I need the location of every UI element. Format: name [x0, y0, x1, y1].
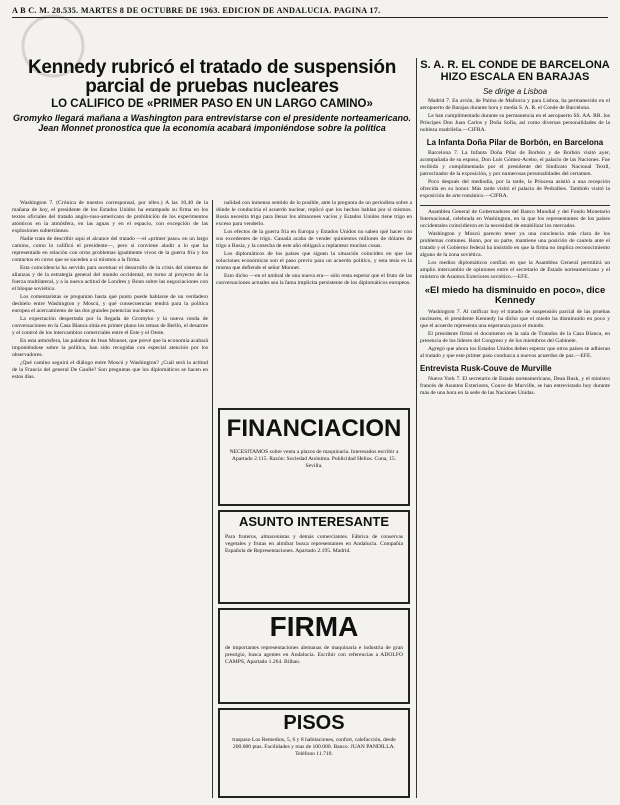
- section-divider: [420, 205, 610, 206]
- article-paragraph: Nadie trata de describir aquí el alcance del tratado —el «primer paso» en un largo camino, como lo calificó el presidente—, pero si conviene aludir a lo que ha representado en relación con otros problemas igualmente vivos de la guerra fría y los contactos en curso que se suceden a sí mismos a la firma.: [12, 236, 208, 263]
- right-headline-conde: S. A. R. EL CONDE DE BARCELONA HIZO ESCALA EN BARAJAS: [420, 59, 610, 83]
- ad-title: PISOS: [283, 712, 345, 734]
- article-paragraph: Esto dicho —en el umbral de una nueva era— sólo resta esperar que el fruto de las conversaciones actuales sea la fama implícita persistente de los diplomáticos europeos.: [216, 273, 412, 286]
- article-paragraph: Nueva York 7. El secretario de Estado norteamericano, Dean Rusk, y el ministro francés de Asuntos Exteriores, Couve de Murville, se han entrevistado hoy durante más de una hora en la sede de las Naciones Unidas.: [420, 376, 610, 397]
- article-paragraph: Barcelona 7. La Infanta Doña Pilar de Borbón y de Borbón visitó ayer, acompañada de su esposo, Don Luis Gómez-Acebo, el palacio de las Naciones. Fue recibida y cumplimentada por el presidente del Sindicato Nacional Textil, patrocinador de la exposición, y por numerosas personalidades del certamen.: [420, 150, 610, 178]
- article-column-2: [216, 200, 412, 400]
- article-column-1: [12, 200, 208, 798]
- article-paragraph: Asamblea General de Gobernadores del Banco Mundial y del Fondo Monetario Internacional, celebrada en Washington, en la que los representantes de los países occidentales coincidieron en la necesidad de estabilizar los mercados.: [420, 209, 610, 230]
- right-subhead-lisboa: Se dirige a Lisboa: [482, 87, 548, 97]
- right-column: [420, 58, 610, 798]
- article-paragraph: Washington y Moscú parecen tener ya una conciencia más clara de los problemas comunes. Bonn, por su parte, mantiene una posición de cautela ante el tratado y el Gobierno federal ha insistido en que la firma no implica reconocimiento alguno de la zona soviética.: [420, 231, 610, 259]
- article-paragraph: Madrid 7. En avión, de Palma de Mallorca y para Lisboa, ha permanecido en el aeropuerto de Barajas durante hora y media S. A. R. el Conde de Barcelona.: [420, 98, 610, 112]
- article-paragraph: En esta atmósfera, las palabras de Jean Monnet, que prevé que la economía acabará imponiéndose sobre la política, han sido recogidas con especial atención por los observadores.: [12, 338, 208, 358]
- article-paragraph: Los medios diplomáticos confían en que la Asamblea General permitirá un amplio intercambio de opiniones entre el secretario de Estado norteamericano y el ministro de Asuntos Exteriores soviético.—EFE.: [420, 260, 610, 281]
- main-subtitle: LO CALIFICO DE «PRIMER PASO EN UN LARGO CAMINO»: [51, 98, 373, 110]
- ad-financiacion: [218, 408, 410, 506]
- article-paragraph: Los efectos de la guerra fría en Europa y Estados Unidos no saben qué hacer con sus excedentes de trigo. Canadá acaba de vender quinientos millones de dólares de trigo a Rusia, y la cosecha de este año obligará a replantear muchas cosas.: [216, 229, 412, 249]
- right-text-kennedy: [420, 309, 610, 361]
- ad-pisos: [218, 708, 410, 798]
- main-headline-block: [12, 58, 412, 133]
- ad-title: FINANCIACION: [226, 415, 402, 442]
- right-text-conde: [420, 98, 610, 135]
- ad-firma: [218, 608, 410, 704]
- article-paragraph: Le han cumplimentado durante su permanencia en el aeropuerto SS. AA. RR. los Príncipes Don Juan Carlos y Doña Sofía, así como diversas personalidades de la nobleza madrileña.—CIFRA.: [420, 113, 610, 134]
- article-paragraph: Los diplomáticos de los países que siguen la situación coinciden en que las soluciones económicas son el paso previo para un acuerdo político, y esta tesis es la misma que defiende el señor Monnet.: [216, 251, 412, 271]
- article-paragraph: Esta coincidencia ha servido para acentuar el desarrollo de la crisis del sistema de alianzas y de la estrategia general del mundo occidental, en torno al proyecto de la fuerza multilateral, y a la nueva actitud de Londres y Bonn sobre las negociaciones con el bloque soviético.: [12, 265, 208, 292]
- ad-text: de importantes representaciones alemanas de maquinaria e industria de gran prestigio, busca agentes en Andalucía. Escribir con referencias a ADOLFO CAMPS, Apartado 1.264. Bilbao.: [225, 645, 403, 665]
- article-paragraph: ¿Qué camino seguirá el diálogo entre Moscú y Washington? ¿Cuál será la actitud de la Francia del general De Gaulle? Son preguntas que los diplomáticos se hacen en estos días.: [12, 360, 208, 380]
- article-paragraph: Los comentaristas se preguntan hasta qué punto puede hablarse de un verdadero deshielo entre Washington y Moscú, y qué consecuencias tendrá para la política europea el acercamiento de las dos grandes potencias nucleares.: [12, 294, 208, 314]
- column-divider: [416, 58, 417, 798]
- right-headline-miedo: «El miedo ha disminuido en poco», dice Kennedy: [424, 285, 606, 307]
- article-paragraph: El presidente firmó el documento en la sala de Tratados de la Casa Blanca, en presencia de los líderes del Congreso y de los miembros del Gabinete.: [420, 331, 610, 345]
- ad-title: ASUNTO INTERESANTE: [239, 514, 389, 529]
- ad-title: FIRMA: [269, 611, 359, 642]
- column-divider: [212, 200, 213, 798]
- article-paragraph: Washington 7. (Crónica de nuestro corresponsal, por télex.) A las 10,40 de la mañana de hoy, el presidente de los Estados Unidos ha estampado su firma en los textos oficiales del tratado anglo-ruso-americano de prohibición de los experimentos atómicos en la atmósfera, en las aguas y en el espacio, con excepción de las explosiones subterráneas.: [12, 200, 208, 234]
- main-title: Kennedy rubricó el tratado de suspensión parcial de pruebas nucleares: [27, 57, 397, 97]
- ad-text: NECESITAMOS sobre venta a plazos de maquinaria. Interesados escribir a Apartado 2.115. Razón: Sociedad Anónima. Publicidad Helios. Cuna, 15. Sevilla.: [229, 449, 399, 469]
- ad-text: traspaso Los Remedios, 5, 6 y 8 habitaciones, confort, calefacción, desde 200.000 ptas. Facilidades y mas de 100.000. Banco. JUAN PANDILLA. Teléfono 11.710.: [232, 737, 396, 757]
- main-deck: Gromyko llegará mañana a Washington para entrevistarse con el presidente norteamericano. Jean Monnet pronostica que la economía acabará imponiéndose sobre la política: [13, 112, 411, 133]
- article-paragraph: Washington 7. Al ratificar hoy el tratado de suspensión parcial de las pruebas nucleares, el presidente Kennedy ha dicho que el miedo ha disminuido en poco y que el acuerdo representa una esperanza para el mundo.: [420, 309, 610, 330]
- ad-asunto-interesante: [218, 510, 410, 604]
- right-text-asamblea: [420, 209, 610, 282]
- right-headline-rusk: Entrevista Rusk-Couve de Murville: [420, 364, 552, 374]
- article-paragraph: La expectación despertada por la llegada de Gromyko y la nueva ronda de conversaciones en la Casa Blanca sitúa en primer plano los temas de Berlín, el desarme y el control de los intercambios comerciales entre el Este y el Oeste.: [12, 316, 208, 336]
- article-paragraph: Agregó que ahora los Estados Unidos deben esperar que otros países se adhieran al tratado y que este primer paso conduzca a nuevos acuerdos de paz.—EFE.: [420, 346, 610, 360]
- right-text-rusk: [420, 376, 610, 398]
- ad-text: Para fruteros, almacenistas y demás comerciantes. Fábrica de conservas vegetales y frutas en almíbar busca representantes en Andalucía. Compañía Española de Representaciones. Apartado 2.195. Madrid.: [225, 534, 403, 554]
- right-subhead-infanta: La Infanta Doña Pilar de Borbón, en Barcelona: [426, 138, 604, 148]
- article-paragraph: Poco después del mediodía, por la tarde, la Princesa asistió a una recepción ofrecida en su honor. Más tarde visitó el palacio de Pedralbes. También visitó la exposición de arte románico.—CIFRA.: [420, 179, 610, 200]
- page-header: A B C. M. 28.535. MARTES 8 DE OCTUBRE DE 1963. EDICION DE ANDALUCIA. PAGINA 17.: [12, 6, 608, 18]
- article-paragraph: nalidad con inmenso sentido de lo posible, ante la pregunta de un periodista sobre a dónde le conduciría el acuerdo nuclear, replicó que los hechos hablan por sí mismos. Rusia necesita trigo para llenar los almacenes vacíos y Estados Unidos tiene trigo en exceso para venderlo.: [216, 200, 412, 227]
- right-text-infanta: [420, 150, 610, 201]
